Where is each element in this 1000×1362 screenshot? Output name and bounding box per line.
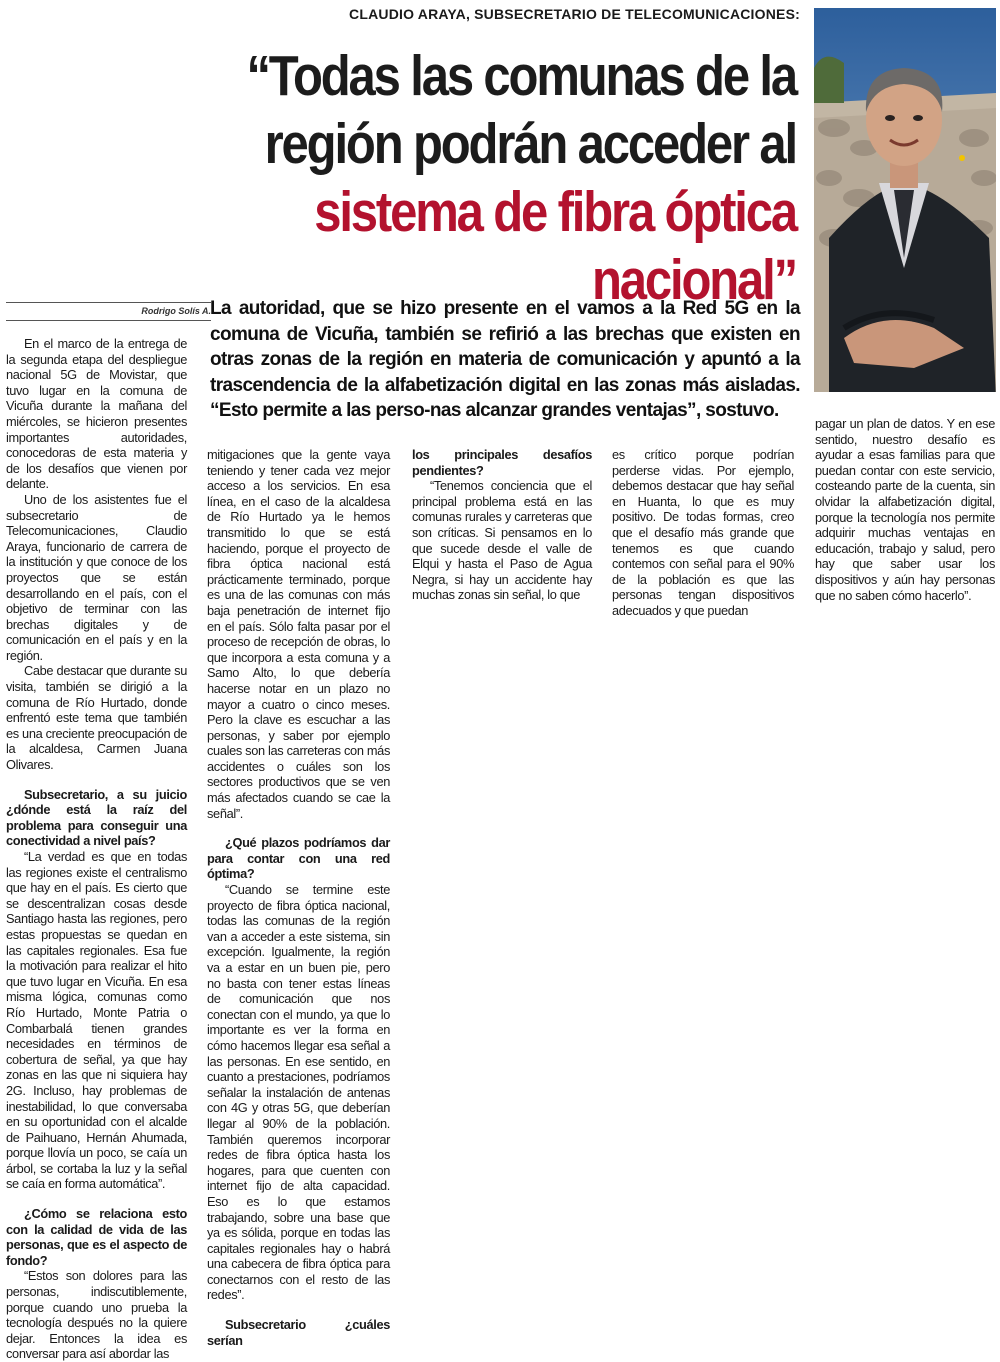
article-column-1 bbox=[6, 336, 187, 1362]
article-column-3 bbox=[412, 447, 592, 603]
interview-question: los principales desafíos pendientes? bbox=[412, 447, 592, 478]
interview-answer: es crítico porque podrían perderse vidas. Por ejemplo, debemos destacar que hay señal en Huanta, lo que es muy positivo. De todas formas, creo que el desafío más grande que tenemos es que cuando contemos con señal para el 90% de la población es que las personas tengan dispositivos adecuados y que puedan bbox=[612, 447, 794, 618]
article-column-2 bbox=[207, 447, 390, 1348]
lead-paragraph: La autoridad, que se hizo presente en el vamos a la Red 5G en la comuna de Vicuña, también se refirió a las brechas que existen en otras zonas de la región en materia de comunicación y apuntó a la trascendencia de la alfabetización digital en las zonas más aisladas. “Esto permite a las perso-nas alcanzar grandes ventajas”, sostuvo. bbox=[210, 298, 800, 421]
interview-answer: pagar un plan de datos. Y en ese sentido, nuestro desafío es ayudar a esas familias para que puedan contar con este servicio, costeando parte de la cuenta, sin olvidar la alfabetización digital, porque la tecnología nos permite adquirir muchas ventajas en educación, trabajo y salud, pero hay que saber usar los dispositivos y aún hay personas que no saben cómo hacerlo”. bbox=[815, 416, 995, 603]
interview-answer: “Cuando se termine este proyecto de fibra óptica nacional, todas las comunas de la región van a acceder a este sistema, sin excepción. Igualmente, la región va a estar en un buen pie, pero no basta con tener estas líneas de comunicación que nos conectan con el mundo, ya que lo importante es ver la forma en cómo hacemos llegar esa señal a las personas. En ese sentido, en cuanto a prestaciones, podríamos señalar la instalación de antenas con 4G y otras 5G, que deberían llegar al 90% de la población. También queremos incorporar redes de fibra óptica hasta los hogares, para que cuenten con internet fijo de alta capacidad. Eso es lo que estamos trabajando, sobre una base que ya es sólida, porque en todas las capitales regionales hay o habrá una cabecera de fibra óptica para conectarnos con el resto de las redes”. bbox=[207, 882, 390, 1303]
interview-answer: mitigaciones que la gente vaya teniendo y tener cada vez mejor acceso a los servicios. En esa línea, en el caso de la alcaldesa de Río Hurtado ya le hemos transmitido lo que se está haciendo, porque el proyecto de fibra óptica nacional está prácticamente terminado, porque es una de las comunas con más baja penetración de internet fijo en el país. Sólo falta pasar por el proceso de recepción de obras, lo que incorpora a esta comuna y a Samo Alto, lo que debería hacerse notar en un plazo no mayor a cuatro o cinco meses. Pero la clave es escuchar a las personas, y saber por ejemplo cuales son las carreteras con más accidentes o cuáles son los sectores productivos que se ven más afectados cuando se cae la señal”. bbox=[207, 447, 390, 821]
paragraph: En el marco de la entrega de la segunda etapa del despliegue nacional 5G de Movistar, que tuvo lugar en la comuna de Vicuña durante la mañana del miércoles, se hicieron presentes importantes autoridades, conocedoras de esta materia y de los desafíos que vienen por delante. bbox=[6, 336, 187, 492]
interview-question: Subsecretario ¿cuáles serían bbox=[207, 1317, 390, 1348]
interview-question: ¿Qué plazos podríamos dar para contar con una red óptima? bbox=[207, 835, 390, 882]
article-column-4 bbox=[612, 447, 794, 619]
headline-close-quote: ” bbox=[773, 248, 796, 312]
interview-question: Subsecretario, a su juicio ¿dónde está la raíz del problema para conseguir una conectividad a nivel país? bbox=[6, 786, 187, 849]
interview-answer: “La verdad es que en todas las regiones existe el centralismo que hay en el país. Es cierto que se descentralizan cosas desde Santiago hasta las regiones, pero estas propuestas se quedan en las capitales regionales. Esa fue la motivación para realizar el hito que tuvo lugar en Vicuña. En esa misma lógica, comunas como Río Hurtado, Monte Patria o Combarbalá tienen grandes necesidades en términos de cobertura de señal, ya que hay zonas en las que ni siquiera hay 2G. Incluso, hay problemas de inestabilidad, lo que conversaba en su oportunidad con el alcalde de Paihuano, Hernán Ahumada, porque llovía un poco, se caía un árbol, se cortaba la luz y la señal se caía en forma automática”. bbox=[6, 849, 187, 1192]
paragraph: Uno de los asistentes fue el subsecretario de Telecomunicaciones, Claudio Araya, funcionario de carrera de la institución y que conoce de los proyectos que se están desarrollando en el país, con el objetivo de terminar con las brechas digitales y de comunicación en el país y en la región. bbox=[6, 491, 187, 663]
byline: Rodrigo Solís A. bbox=[141, 306, 211, 316]
headline bbox=[117, 42, 796, 314]
paragraph: Cabe destacar que durante su visita, también se dirigió a la comuna de Río Hurtado, donde enfrentó este tema que también es una creciente preocupación de la alcaldesa, Carmen Juana Olivares. bbox=[6, 663, 187, 773]
interview-answer: “Tenemos conciencia que el principal problema está en las comunas rurales y carreteras que son críticas. Si pensamos en lo que sucede desde el valle de Elqui y hasta el Paso de Agua Negra, si hay un accidente hay muchas zonas sin señal, lo que bbox=[412, 478, 592, 603]
byline-rule-bottom bbox=[6, 320, 211, 321]
headline-highlight: sistema de fibra óptica nacional bbox=[314, 180, 796, 312]
interview-question: ¿Cómo se relaciona esto con la calidad de vida de las personas, que es el aspecto de fondo? bbox=[6, 1206, 187, 1268]
portrait-illustration bbox=[814, 8, 996, 392]
byline-rule-top bbox=[6, 302, 211, 303]
headline-part1: “Todas las comunas de la región podrán acceder al bbox=[246, 44, 797, 176]
kicker: CLAUDIO ARAYA, SUBSECRETARIO DE TELECOMUNICACIONES: bbox=[349, 6, 800, 22]
interview-answer: “Estos son dolores para las personas, indiscutiblemente, porque cuando uno prueba la tecnología después no la quiere dejar. Entonces la idea es conversar para así abordar las bbox=[6, 1268, 187, 1362]
portrait-photo bbox=[814, 8, 996, 392]
article-column-5 bbox=[815, 416, 995, 603]
